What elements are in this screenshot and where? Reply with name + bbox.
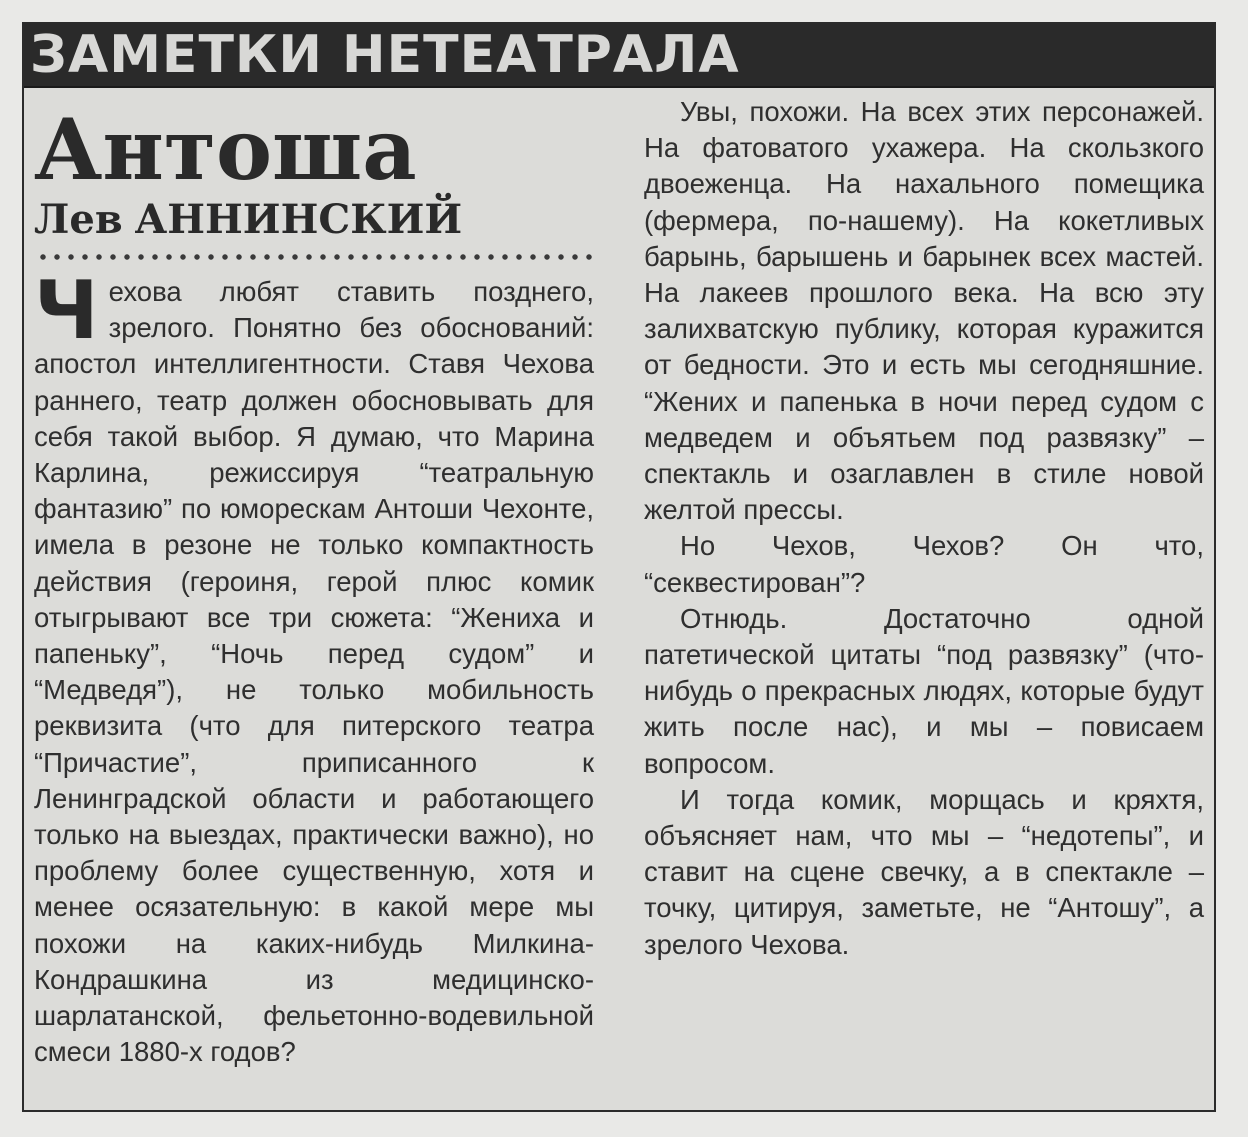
article-paragraph-3: Но Чехов, Чехов? Он что, “секвестирован”? (644, 530, 1204, 598)
article-paragraph-2: Увы, похожи. На всех этих персонажей. На фатоватого ухажера. На скользкого двоеженца. На нахального помещика (фермера, по-нашему). На кокетливых барынь, барышень и барынек всех мастей. На лакеев прошлого века. На всю эту залихватскую публику, которая куражится от бедности. Это и есть мы сегодняшние. “Жених и папенька в ночи перед судом с медведем и объятьем под развязку” – спектакль и озаглавлен в стиле новой желтой прессы. (644, 96, 1204, 526)
author-last-name: АННИНСКИЙ (134, 196, 463, 243)
article-byline (34, 196, 462, 244)
author-first-name: Лев (34, 196, 123, 243)
paragraph-1-text: ехова любят ставить позднего, зрелого. Понятно без обоснований: апостол интеллигентности. Ставя Чехова раннего, театр должен обосновывать для себя такой выбор. Я думаю, что Марина Карлина, режиссируя “театральную фантазию” по юморескам Антоши Чехонте, имела в резоне не только компактность действия (героиня, герой плюс комик отыгрывают все три сюжета: “Жениха и папеньку”, “Ночь перед судом” и “Медведя”), не только мобильность реквизита (что для питерского театра “Причастие”, приписанного к Ленинградской области и работающего только на выездах, практически важно), но проблему более существенную, хотя и менее осязательную: в какой мере мы похожи на каких-нибудь Милкина-Кондрашкина из медицинско-шарлатанской, фельетонно-водевильной смеси 1880-х годов? (34, 276, 594, 1068)
newspaper-clipping (22, 22, 1216, 1112)
rubric-title: ЗАМЕТКИ НЕТЕАТРАЛА (30, 25, 740, 85)
article-headline: Антоша (34, 100, 417, 199)
rubric-banner (24, 24, 1214, 88)
article-column-left (34, 264, 594, 1070)
dotted-divider (36, 252, 596, 262)
article-paragraph-1 (34, 264, 594, 1070)
article-paragraph-5: И тогда комик, морщась и кряхтя, объясняет нам, что мы – “недотепы”, и ставит на сцене свечку, а в спектакле – точку, цитируя, заметьте, не “Антошу”, а зрелого Чехова. (644, 783, 1204, 960)
drop-cap: Ч (34, 264, 99, 357)
article-paragraph-4: Отнюдь. Достаточно одной патетической цитаты “под развязку” (что-нибудь о прекрасных людях, которые будут жить после нас), и мы – повисаем вопросом. (644, 602, 1204, 779)
article-column-right (644, 94, 1204, 963)
